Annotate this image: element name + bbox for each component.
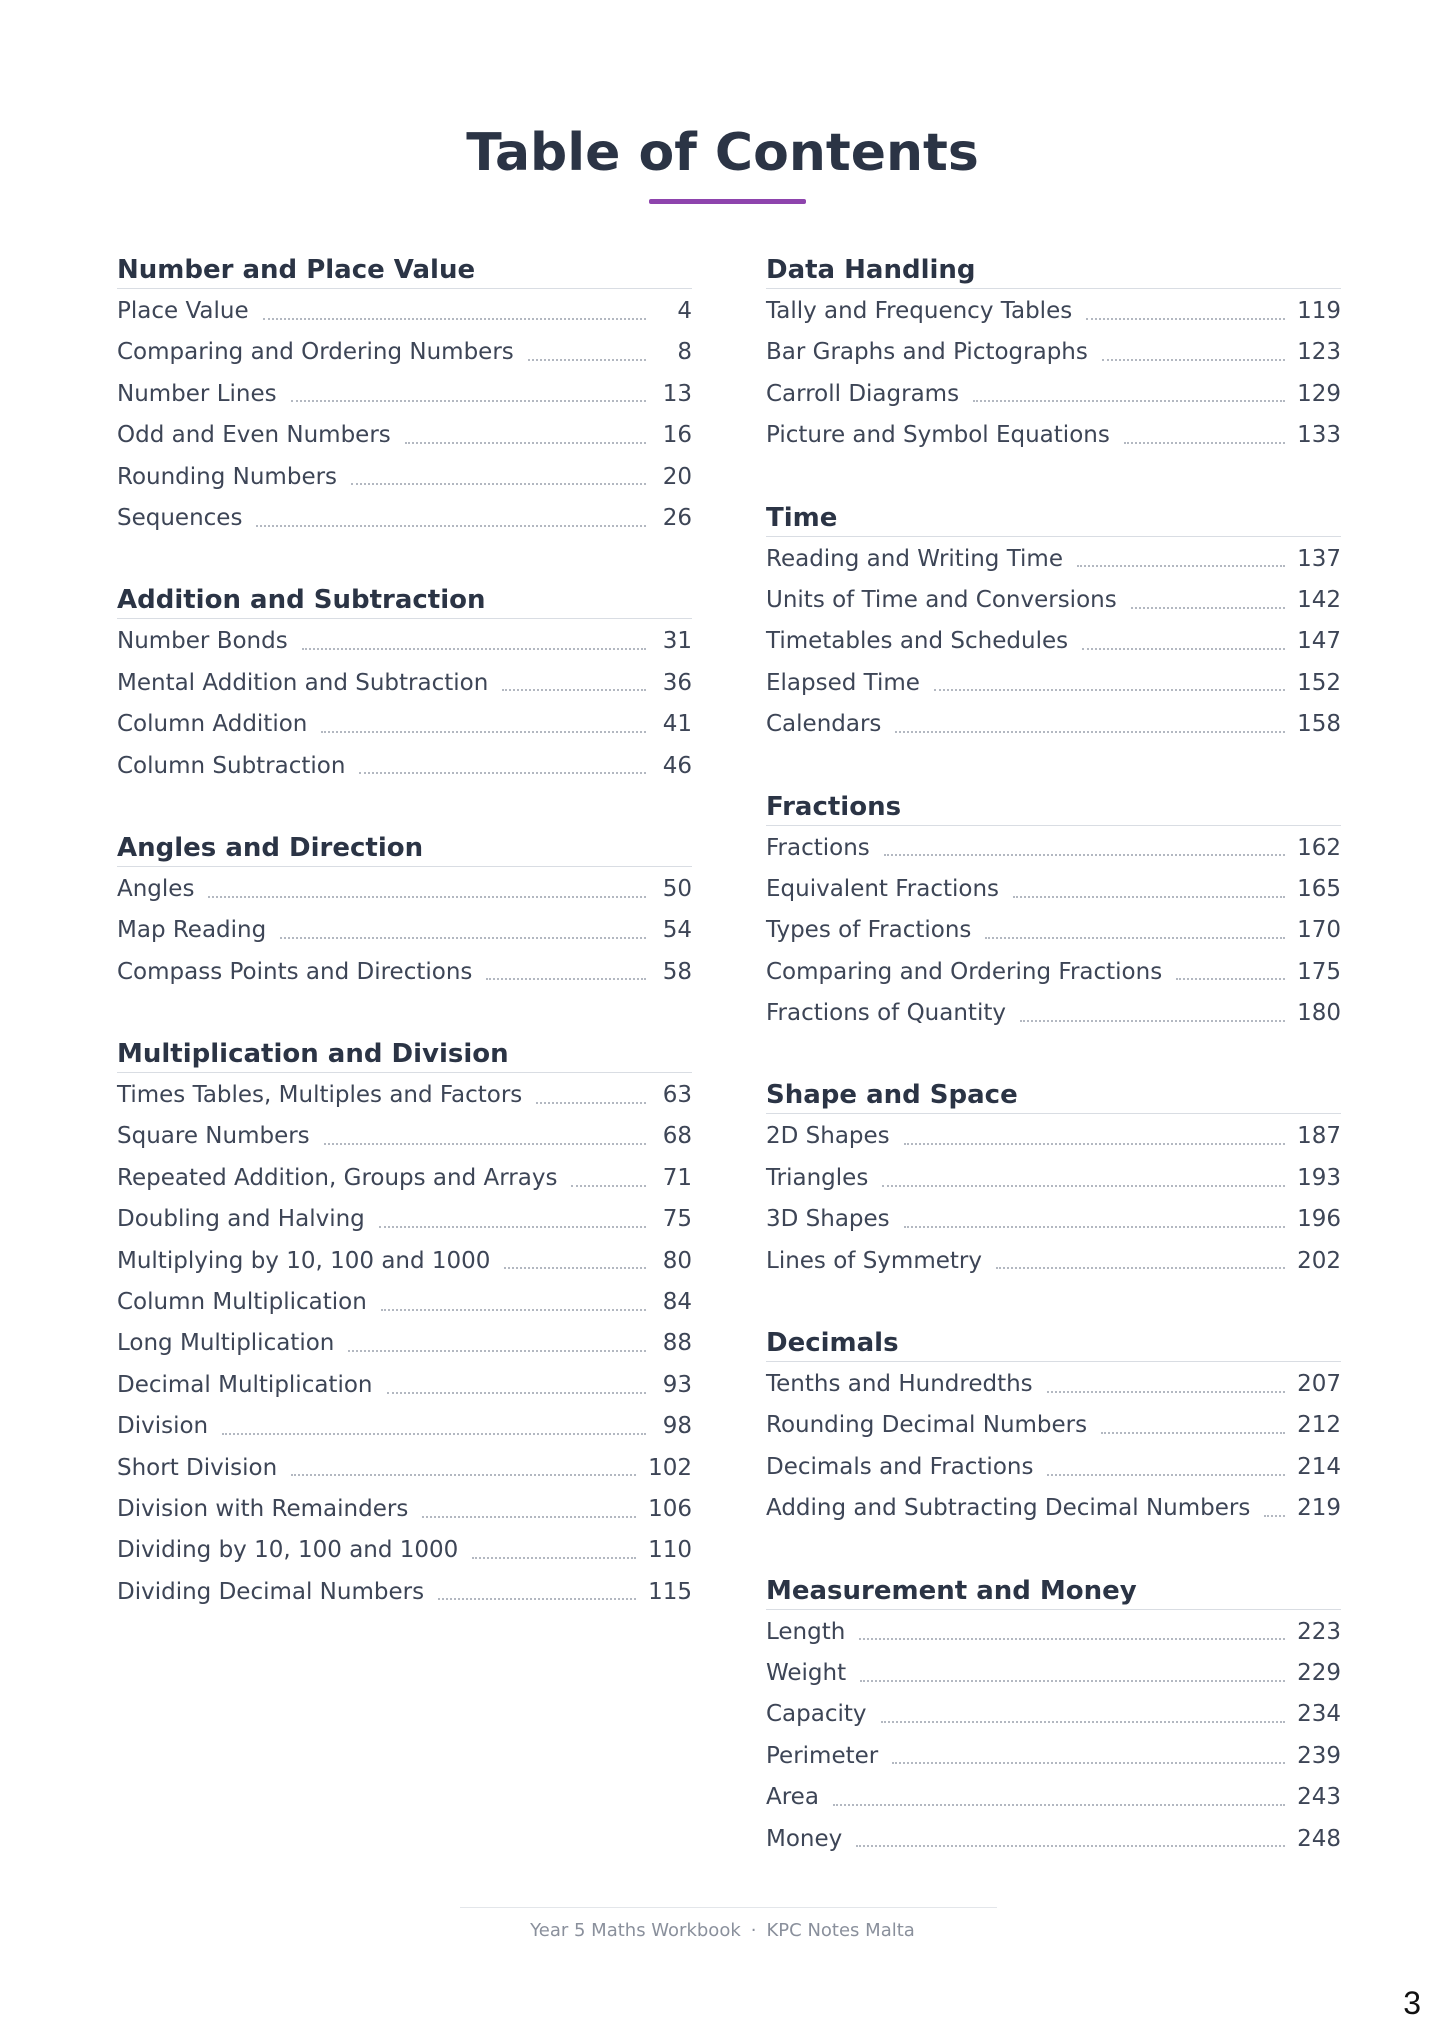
dot-leader (379, 1226, 646, 1228)
dot-leader (892, 1762, 1285, 1764)
toc-entry[interactable] (117, 332, 692, 373)
toc-entry-title: Map Reading (117, 917, 267, 944)
dot-leader (405, 442, 646, 444)
toc-entry[interactable] (117, 1199, 692, 1240)
toc-entry-title: Number Lines (117, 380, 277, 407)
toc-section (766, 1323, 1341, 1530)
dot-leader (321, 731, 646, 733)
toc-entry-page-number: 248 (1297, 1825, 1341, 1852)
toc-entry-title: Times Tables, Multiples and Factors (117, 1082, 523, 1109)
dot-leader (904, 1143, 1285, 1145)
toc-entry-page-number: 84 (662, 1289, 692, 1316)
toc-entry[interactable] (117, 1241, 692, 1282)
toc-entry-page-number: 147 (1297, 628, 1341, 655)
toc-entry-title: Number Bonds (117, 628, 288, 655)
toc-entry-title: Repeated Addition, Groups and Arrays (117, 1164, 558, 1191)
toc-section (766, 250, 1341, 457)
toc-entry-title: Decimal Multiplication (117, 1371, 373, 1398)
toc-entry[interactable] (117, 1572, 692, 1613)
toc-entry[interactable] (117, 663, 692, 704)
toc-section (766, 787, 1341, 1035)
toc-entry-title: Short Division (117, 1454, 278, 1481)
toc-entry[interactable] (117, 621, 692, 662)
toc-entry-page-number: 50 (662, 875, 692, 902)
toc-entry-page-number: 170 (1297, 917, 1341, 944)
dot-leader (486, 978, 646, 980)
toc-entry[interactable] (117, 1448, 692, 1489)
toc-entry-page-number: 137 (1297, 545, 1341, 572)
toc-entry-page-number: 243 (1297, 1784, 1341, 1811)
toc-entry-title: Long Multiplication (117, 1330, 335, 1357)
toc-entry-title: Sequences (117, 504, 243, 531)
toc-entry-page-number: 162 (1297, 834, 1341, 861)
toc-entry-page-number: 152 (1297, 669, 1341, 696)
toc-entry[interactable] (766, 1241, 1341, 1282)
section-heading: Decimals (766, 1323, 1341, 1362)
toc-entry-title: Triangles (766, 1164, 869, 1191)
toc-entry[interactable] (766, 1116, 1341, 1157)
toc-entry-title: Column Addition (117, 711, 308, 738)
toc-entry-title: Bar Graphs and Pictographs (766, 339, 1088, 366)
toc-entry-title: Column Subtraction (117, 752, 346, 779)
dot-leader (222, 1433, 646, 1435)
toc-entry[interactable] (117, 291, 692, 332)
toc-entry[interactable] (117, 952, 692, 993)
toc-entry-page-number: 75 (662, 1206, 692, 1233)
toc-entry[interactable] (766, 415, 1341, 456)
toc-entry[interactable] (766, 580, 1341, 621)
toc-entry-page-number: 223 (1297, 1618, 1341, 1645)
toc-entry-title: Carroll Diagrams (766, 380, 960, 407)
toc-entry-title: Rounding Decimal Numbers (766, 1412, 1088, 1439)
dot-leader (1101, 1432, 1285, 1434)
toc-entry[interactable] (766, 1694, 1341, 1735)
title-underline (649, 199, 806, 204)
toc-entry-page-number: 229 (1297, 1659, 1341, 1686)
toc-entry-page-number: 80 (662, 1247, 692, 1274)
toc-entry-title: Place Value (117, 298, 249, 324)
toc-entry-title: Lines of Symmetry (766, 1247, 982, 1274)
toc-entry-title: Length (766, 1618, 846, 1645)
toc-left-column (117, 250, 692, 1654)
toc-entry-page-number: 106 (648, 1495, 692, 1522)
toc-section (766, 1571, 1341, 1860)
dot-leader (263, 318, 646, 320)
toc-entry[interactable] (766, 910, 1341, 951)
dot-leader (291, 400, 646, 402)
toc-entry-title: Picture and Symbol Equations (766, 422, 1110, 449)
toc-entry[interactable] (766, 828, 1341, 869)
toc-entry[interactable] (766, 374, 1341, 415)
page-title: Table of Contents (466, 123, 979, 183)
dot-leader (1102, 359, 1285, 361)
toc-right-column (766, 250, 1341, 1901)
toc-entry[interactable] (117, 457, 692, 498)
dot-leader (208, 896, 646, 898)
toc-entry-title: Odd and Even Numbers (117, 422, 391, 449)
toc-entry[interactable] (766, 1488, 1341, 1529)
toc-entry[interactable] (766, 621, 1341, 662)
section-heading: Fractions (766, 787, 1341, 826)
dot-leader (881, 1721, 1286, 1723)
toc-section (117, 828, 692, 993)
toc-entry-page-number: 31 (662, 628, 692, 655)
dot-leader (985, 937, 1285, 939)
toc-entry-title: Types of Fractions (766, 917, 972, 944)
toc-entry-page-number: 88 (662, 1330, 692, 1357)
toc-entry-page-number: 110 (648, 1537, 692, 1564)
toc-entry[interactable] (117, 1530, 692, 1571)
dot-leader (1047, 1474, 1285, 1476)
toc-entry-page-number: 142 (1297, 586, 1341, 613)
toc-entry[interactable] (117, 1365, 692, 1406)
toc-entry[interactable] (117, 1116, 692, 1157)
dot-leader (833, 1804, 1285, 1806)
toc-entry[interactable] (117, 910, 692, 951)
dot-leader (302, 648, 646, 650)
toc-section (766, 1075, 1341, 1282)
toc-entry[interactable] (766, 1736, 1341, 1777)
toc-entry-title: Rounding Numbers (117, 463, 338, 490)
toc-entry-title: Multiplying by 10, 100 and 1000 (117, 1247, 491, 1274)
page-number: 3 (1403, 1985, 1421, 2021)
section-heading: Measurement and Money (766, 1571, 1341, 1610)
toc-entry[interactable] (117, 1406, 692, 1447)
toc-entry-page-number: 196 (1297, 1206, 1341, 1233)
dot-leader (1264, 1515, 1285, 1517)
toc-entry-title: 2D Shapes (766, 1123, 890, 1150)
dot-leader (348, 1350, 646, 1352)
footer (0, 1918, 1445, 1944)
dot-leader (422, 1516, 636, 1518)
toc-entry-page-number: 13 (662, 380, 692, 407)
toc-entry[interactable] (117, 704, 692, 745)
toc-entry[interactable] (766, 1612, 1341, 1653)
toc-entry-title: Decimals and Fractions (766, 1453, 1034, 1480)
footer-publisher: KPC Notes Malta (766, 1920, 915, 1941)
dot-leader (973, 400, 1285, 402)
toc-entry-page-number: 119 (1297, 298, 1341, 324)
dot-leader (882, 1185, 1285, 1187)
dot-leader (536, 1102, 646, 1104)
dot-leader (291, 1474, 636, 1476)
toc-section (117, 250, 692, 539)
toc-entry-page-number: 193 (1297, 1164, 1341, 1191)
dot-leader (1047, 1391, 1285, 1393)
toc-entry[interactable] (766, 869, 1341, 910)
toc-entry[interactable] (117, 746, 692, 787)
dot-leader (1124, 442, 1285, 444)
toc-entry-title: Mental Addition and Subtraction (117, 669, 489, 696)
dot-leader (438, 1598, 636, 1600)
toc-entry-title: Capacity (766, 1701, 867, 1728)
toc-entry-title: Weight (766, 1659, 847, 1686)
footer-book-title: Year 5 Maths Workbook (530, 1920, 741, 1941)
toc-entry-page-number: 180 (1297, 1000, 1341, 1027)
dot-leader (1077, 565, 1285, 567)
toc-entry-title: Angles (117, 875, 195, 902)
toc-entry-title: Comparing and Ordering Numbers (117, 339, 514, 366)
dot-leader (472, 1557, 636, 1559)
toc-entry[interactable] (117, 374, 692, 415)
toc-entry-page-number: 123 (1297, 339, 1341, 366)
toc-entry-page-number: 219 (1297, 1495, 1341, 1522)
toc-entry-page-number: 115 (648, 1578, 692, 1605)
toc-entry-page-number: 207 (1297, 1371, 1341, 1398)
toc-entry-page-number: 20 (662, 463, 692, 490)
dot-leader (528, 359, 646, 361)
toc-entry[interactable] (766, 993, 1341, 1034)
dot-leader (502, 689, 646, 691)
toc-entry-page-number: 158 (1297, 711, 1341, 738)
toc-entry[interactable] (117, 498, 692, 539)
toc-entry[interactable] (766, 1777, 1341, 1818)
toc-entry-page-number: 234 (1297, 1701, 1341, 1728)
section-heading: Shape and Space (766, 1075, 1341, 1114)
toc-entry-title: Fractions (766, 834, 870, 861)
toc-entry[interactable] (766, 1819, 1341, 1860)
toc-entry[interactable] (117, 415, 692, 456)
toc-section (117, 1034, 692, 1613)
toc-entry-title: Calendars (766, 711, 882, 738)
toc-entry-page-number: 68 (662, 1123, 692, 1150)
dot-leader (884, 854, 1285, 856)
toc-entry-page-number: 54 (662, 917, 692, 944)
toc-entry-page-number: 63 (662, 1082, 692, 1109)
toc-entry[interactable] (766, 539, 1341, 580)
dot-leader (859, 1638, 1285, 1640)
toc-entry-title: Division with Remainders (117, 1495, 409, 1522)
toc-entry-page-number: 36 (662, 669, 692, 696)
toc-entry-page-number: 93 (662, 1371, 692, 1398)
toc-entry[interactable] (766, 1405, 1341, 1446)
section-heading: Number and Place Value (117, 250, 692, 289)
section-heading: Multiplication and Division (117, 1034, 692, 1073)
toc-entry[interactable] (766, 1364, 1341, 1405)
toc-entry-page-number: 175 (1297, 958, 1341, 985)
dot-leader (904, 1226, 1285, 1228)
toc-entry-title: Elapsed Time (766, 669, 920, 696)
dot-leader (895, 731, 1285, 733)
toc-entry-title: Adding and Subtracting Decimal Numbers (766, 1495, 1251, 1522)
dot-leader (381, 1309, 646, 1311)
dot-leader (504, 1267, 646, 1269)
section-heading: Addition and Subtraction (117, 580, 692, 619)
section-heading: Angles and Direction (117, 828, 692, 867)
dot-leader (324, 1143, 646, 1145)
toc-entry-title: Compass Points and Directions (117, 958, 473, 985)
toc-section (766, 498, 1341, 746)
toc-entry-page-number: 16 (662, 422, 692, 449)
toc-entry-title: Reading and Writing Time (766, 545, 1063, 572)
toc-entry-title: Column Multiplication (117, 1289, 367, 1316)
toc-entry-page-number: 58 (662, 958, 692, 985)
dot-leader (571, 1185, 646, 1187)
toc-entry-page-number: 214 (1297, 1453, 1341, 1480)
toc-entry[interactable] (117, 1489, 692, 1530)
dot-leader (387, 1392, 647, 1394)
dot-leader (856, 1845, 1285, 1847)
dot-leader (1082, 648, 1285, 650)
toc-entry-title: Equivalent Fractions (766, 875, 1000, 902)
toc-entry-page-number: 4 (677, 298, 692, 324)
dot-leader (934, 689, 1285, 691)
toc-entry-title: Perimeter (766, 1742, 879, 1769)
toc-entry-title: Money (766, 1825, 843, 1852)
toc-entry[interactable] (117, 1158, 692, 1199)
toc-entry-page-number: 71 (662, 1164, 692, 1191)
toc-entry[interactable] (117, 1075, 692, 1116)
toc-entry-page-number: 165 (1297, 875, 1341, 902)
toc-entry-title: 3D Shapes (766, 1206, 890, 1233)
toc-entry-page-number: 133 (1297, 422, 1341, 449)
toc-entry-title: Area (766, 1784, 819, 1811)
dot-leader (280, 937, 646, 939)
toc-entry-title: Timetables and Schedules (766, 628, 1069, 655)
dot-leader (860, 1680, 1285, 1682)
toc-entry-title: Units of Time and Conversions (766, 586, 1117, 613)
dot-leader (351, 483, 646, 485)
section-heading: Data Handling (766, 250, 1341, 289)
section-heading: Time (766, 498, 1341, 537)
dot-leader (1086, 318, 1285, 320)
toc-entry-title: Doubling and Halving (117, 1206, 365, 1233)
dot-leader (256, 525, 646, 527)
toc-entry[interactable] (766, 1447, 1341, 1488)
toc-entry-page-number: 187 (1297, 1123, 1341, 1150)
toc-entry[interactable] (766, 1653, 1341, 1694)
dot-leader (1131, 607, 1285, 609)
toc-entry-title: Square Numbers (117, 1123, 310, 1150)
toc-entry-page-number: 46 (662, 752, 692, 779)
toc-entry-page-number: 102 (648, 1454, 692, 1481)
toc-section (117, 580, 692, 787)
toc-entry-page-number: 202 (1297, 1247, 1341, 1274)
toc-entry-page-number: 41 (662, 711, 692, 738)
toc-entry-title: Dividing Decimal Numbers (117, 1578, 425, 1605)
toc-entry[interactable] (117, 869, 692, 910)
toc-entry-page-number: 98 (662, 1413, 692, 1440)
toc-entry[interactable] (117, 1282, 692, 1323)
footer-divider (460, 1907, 997, 1908)
toc-entry-page-number: 129 (1297, 380, 1341, 407)
toc-entry-page-number: 8 (677, 339, 692, 366)
toc-entry-title: Division (117, 1413, 209, 1440)
toc-entry-title: Tenths and Hundredths (766, 1371, 1033, 1398)
toc-entry[interactable] (766, 1158, 1341, 1199)
dot-leader (1013, 896, 1285, 898)
toc-entry-title: Tally and Frequency Tables (766, 298, 1073, 324)
toc-entry[interactable] (766, 952, 1341, 993)
toc-entry-title: Dividing by 10, 100 and 1000 (117, 1537, 459, 1564)
toc-entry[interactable] (766, 1199, 1341, 1240)
dot-leader (996, 1267, 1285, 1269)
toc-entry[interactable] (117, 1323, 692, 1364)
toc-entry-page-number: 26 (662, 504, 692, 531)
toc-entry-page-number: 239 (1297, 1742, 1341, 1769)
dot-leader (359, 772, 646, 774)
toc-entry-page-number: 212 (1297, 1412, 1341, 1439)
dot-leader (1176, 978, 1285, 980)
toc-entry[interactable] (766, 704, 1341, 745)
toc-entry-title: Comparing and Ordering Fractions (766, 958, 1163, 985)
dot-leader (1020, 1020, 1285, 1022)
toc-entry[interactable] (766, 663, 1341, 704)
footer-separator: · (750, 1920, 757, 1941)
toc-entry[interactable] (766, 291, 1341, 332)
toc-entry[interactable] (766, 332, 1341, 373)
toc-entry-title: Fractions of Quantity (766, 1000, 1006, 1027)
